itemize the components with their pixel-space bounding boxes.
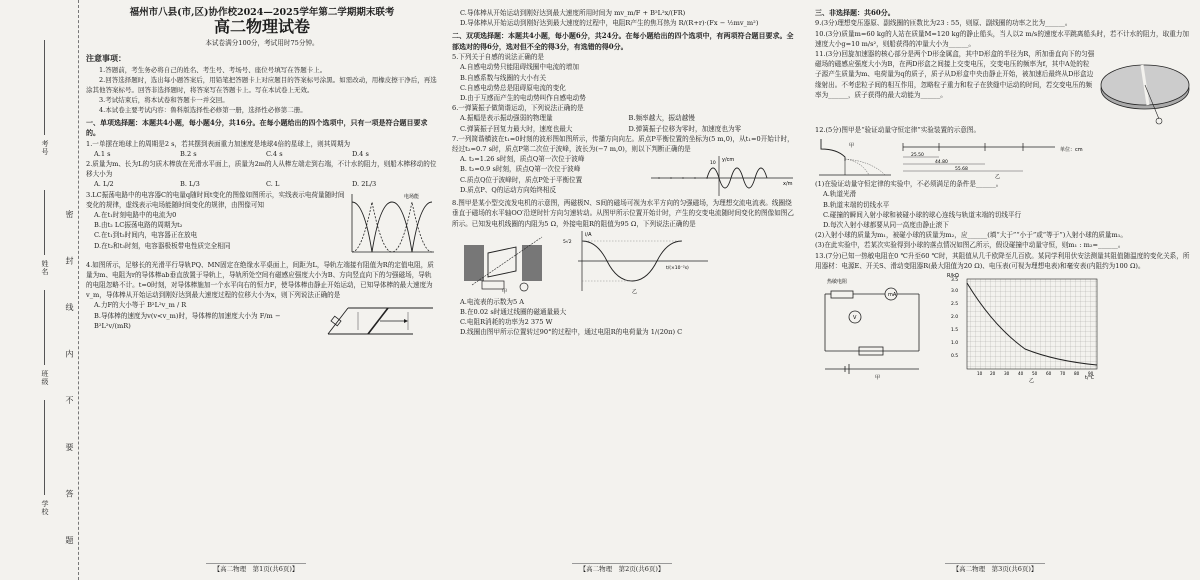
option-d: D.质点P、Q的运动方向始终相反 <box>460 185 557 194</box>
q13-ytick: 1.5 <box>951 328 959 334</box>
note-item: 1.答题前，考生务必将自己的姓名、考生号、考场号、座位号填写在答题卡上。 <box>99 65 327 74</box>
q13-label-yi: 乙 <box>1029 378 1035 384</box>
question-2: 2.质量为m、长为L的匀质木棒放在光滑水平面上，质量为2m的人从棒左端走到右端，不计水的阻力，则船木棒移动的位移大小为 <box>86 160 437 179</box>
q13-xtick: 60 <box>1046 371 1052 377</box>
q12-landing-ruler <box>895 135 1105 179</box>
option-b: B.轨道末端的切线水平 <box>823 200 890 209</box>
question-4-option-c: C.导体棒从开始运动到刚好达到最大速度所用时间为 mv_m/F + B²L²x/(FR) <box>460 9 686 17</box>
q13-resistance-graph <box>945 271 1105 383</box>
option-c: C.质点Q位于波峰时，质点P处于平衡位置 <box>460 175 583 184</box>
question-8: 8.图甲是某小型交流发电机的示意图，两磁极N、S间的磁场可视为水平方向的匀强磁场，为理想交流电流表。线圈绕垂直于磁场的水平轴OO′沿逆时针方向匀速转动。从图甲所示位置开始计时，产生的交变电流随时间变化的图像如图乙所示。已知发电机线圈的内阻为5 Ω，外接电阻R的阻值为95 Ω，下列说法正确的是 <box>452 199 794 228</box>
svg-text:V: V <box>853 315 857 322</box>
q13-xtick: 40 <box>1018 371 1024 377</box>
q13-ytick: 2.0 <box>951 315 959 321</box>
q13-xtick: 30 <box>1004 371 1010 377</box>
q13-ytick: 2.5 <box>951 302 959 308</box>
q12-apparatus-diagram <box>815 135 895 179</box>
q12-label-jia: 甲 <box>849 143 855 150</box>
q12-dist-3: 55.68 <box>955 167 968 173</box>
q7-ylabel: y/cm <box>722 157 735 164</box>
option-a: A.轨道光滑 <box>823 190 857 199</box>
q8-current-graph <box>562 229 712 295</box>
q13-xlabel: t/℃ <box>1085 375 1095 382</box>
column-page-2 <box>452 0 797 580</box>
option-b: B. L/3 <box>180 180 200 189</box>
question-13-figures <box>815 271 1195 383</box>
q13-xtick: 20 <box>990 371 996 377</box>
q8-xlabel: t/(×10⁻²s) <box>666 265 689 271</box>
section-2-heading: 二、双项选择题：本题共4小题，每小题6分，共24分。在每小题给出的四个选项中，有两项符合题目要求。全部选对的得6分，选对但不全的得3分，有选错的得0分。 <box>452 31 794 51</box>
question-3-block <box>86 190 438 260</box>
question-4-option-d: D.导体棒从开始运动到刚好达到最大速度的过程中，电阻R产生的焦耳热为 R/(R+r)·(Fx − ½mv_m²) <box>460 19 759 28</box>
question-4: 4.如图所示，足够长的光滑平行导轨PQ、MN固定在绝缘水平桌面上，间距为L，导轨左端接有阻值为R的定值电阻，质量为m、电阻为r的导体棒ab垂直放置于导轨上，导轨所处空间有磁感应强度大小为B、方向竖直向下的匀强磁场，导轨的电阻忽略不计。t=0时刻，对导体棒施加一个水平向右的恒力F，使导体棒由静止开始运动，已知导体棒的最大速度为v_m，导体棒从开始运动到刚好达到最大速度过程的位移大小为x，则下列说法正确的是 <box>86 260 434 300</box>
column-page-1 <box>86 0 438 580</box>
q8-label-jia: 甲 <box>502 288 508 295</box>
option-b: B.2 s <box>180 149 197 158</box>
question-1-options <box>86 149 438 159</box>
label-exam-number: 考号 <box>41 140 49 156</box>
fill-line <box>44 40 45 135</box>
option-c: C.4 s <box>266 149 283 158</box>
option-b: B.在0.02 s时通过线圈的磁通量最大 <box>460 308 567 317</box>
q8-generator-diagram <box>452 229 562 295</box>
option-a: A.电流表的示数为5 A <box>460 297 525 306</box>
q7-wave-graph <box>647 154 797 198</box>
option-b: B.自感系数与线圈的大小有关 <box>460 73 547 82</box>
label-school: 学校 <box>41 500 49 516</box>
question-6-options-row1 <box>452 113 797 123</box>
option-c: C.自感电动势总是阻碍原电流的变化 <box>460 83 566 92</box>
option-d: D.由于互感而产生的电动势叫作自感电动势 <box>460 94 586 103</box>
section-3-heading: 三、非选择题：共60分。 <box>815 8 895 17</box>
q13-ytick: 0.5 <box>951 354 959 360</box>
option-a: A.振幅是表示振动强弱的物理量 <box>460 114 553 123</box>
question-2-options <box>86 179 438 189</box>
note-item: 2.回答选择题时，选出每小题答案后，用铅笔把答题卡上对应题目的答案标号涂黑。如需改动，用橡皮擦干净后，再选涂其他答案标号。回答非选择题时，将答案写在答题卡上。写在本试卷上无效。 <box>86 75 437 94</box>
q12-unit: 单位：cm <box>1060 147 1083 154</box>
option-d: D.4 s <box>352 149 369 158</box>
question-11: 11.(3分)回旋加速器的核心部分是两个D形金属盒，其中D形盒的半径为R，所加垂直向下的匀强磁场的磁感应强度大小为B，在两D形盒之间接上交变电压，交变电压的频率为f，其中A处的粒子源产生质量为m、电荷量为q的质子，质子从D形盒中央由静止开始，被加速后最终从D形盒边缘射出。不考虑粒子间的相互作用，忽略粒子重力和粒子在狭缝中运动的时间，若交变电压的频率为______，质子获得的最大动能为______。 <box>815 50 1095 99</box>
q13-ylabel: R/kΩ <box>947 273 959 280</box>
option-c: C.电阻R消耗的功率为2 375 W <box>460 318 553 327</box>
question-12-figures <box>815 135 1195 179</box>
q13-xtick: 70 <box>1060 371 1066 377</box>
q12-label-yi: 乙 <box>995 174 1001 180</box>
question-7: 7.一列简谐横波在t₁=0时刻的波形图如图所示，传播方向向左。质点P平衡位置的坐标为(5 m,0)，从t₁=0开始计时，经过t₂=0.7 s时，质点P第二次位于波峰，波长为(−7 m,0)，则以下判断正确的是 <box>452 134 794 154</box>
question-11-block <box>815 49 1195 125</box>
option-c: C.在t₁到t₂时间内，电容器正在放电 <box>94 231 198 240</box>
option-d: D.弹簧振子位移为零时，加速度也为零 <box>628 124 742 133</box>
page-footer: 【高二物理 第1页(共6页)】 <box>206 563 306 574</box>
question-12-part-1: (1)在验证动量守恒定律的实验中，不必须满足的条件是______。 <box>815 180 1003 189</box>
fill-line <box>44 400 45 495</box>
q13-circuit-label: 热敏电阻 <box>827 279 848 286</box>
q13-ytick: 3.0 <box>951 289 959 295</box>
q13-ytick: 1.0 <box>951 341 959 347</box>
option-a: A.力F的大小等于 B²L²v_m / R <box>94 301 187 310</box>
q13-xtick: 10 <box>977 371 983 377</box>
q13-circuit-diagram <box>815 271 945 381</box>
option-d: D.在t₂和t₃时刻，电容器极板带电性质完全相同 <box>94 241 231 250</box>
option-a: A.1 s <box>94 149 111 158</box>
q13-xtick: 90 <box>1088 371 1094 377</box>
q13-ytick: 3.5 <box>951 278 959 284</box>
binding-strip <box>0 0 79 580</box>
q4-rail-diagram <box>318 300 438 342</box>
notes-heading: 注意事项： <box>86 52 126 63</box>
q8-amp: 5√2 <box>563 239 572 245</box>
question-12-part-2: (2)入射小球的质量为m₁，被碰小球的质量为m₂，应______(填“大于”“小于”或“等于”)入射小球的质量m₁。 <box>815 231 1127 240</box>
label-name: 姓名 <box>41 260 49 276</box>
q11-cyclotron-diagram <box>1095 49 1195 125</box>
section-1-heading: 一、单项选择题：本题共4小题，每小题4分，共16分。在每小题给出的四个选项中，只有一项是符合题目要求的。 <box>86 117 428 138</box>
q12-dist-2: 44.80 <box>935 160 948 166</box>
question-1: 1.一单摆在地球上的周期是2 s，若其摆到表面重力加速度是地球4倍的星球上，则其周期为 <box>86 139 351 148</box>
svg-text:mA: mA <box>888 292 897 299</box>
seal-line-text: 密 封 线 内 不 要 答 题 <box>65 210 74 562</box>
label-class: 班级 <box>41 370 49 386</box>
option-b: B.频率越大，振动越慢 <box>628 114 695 123</box>
q7-xlabel: x/m <box>783 181 793 188</box>
q12-dist-1: 25.50 <box>911 153 924 159</box>
note-item: 4.本试卷主要考试内容：鲁科版选择性必修第一册，选择性必修第二册。 <box>99 105 307 114</box>
option-c: C. L <box>266 180 280 189</box>
option-b: B.由t₂ LC振荡电路的周期为t₂ <box>94 221 183 230</box>
option-c: C.碰撞的瞬间入射小球和被碰小球的球心连线与轨道末端的切线平行 <box>823 210 1022 219</box>
option-a: A.自感电动势只能阻碍线圈中电流的增加 <box>460 63 579 72</box>
q8-label-yi: 乙 <box>632 288 638 295</box>
note-item: 3.考试结束后，将本试卷和答题卡一并交回。 <box>99 95 229 104</box>
q3-graph-label: 电场能 <box>404 193 420 200</box>
option-b: B.导体棒的速度为v(v<v_m)时，导体棒的加速度大小为 F/m − B²L²v/(mR) <box>94 311 281 330</box>
question-4-block <box>86 300 438 342</box>
option-a: A. L/2 <box>94 180 114 189</box>
fill-line <box>44 190 45 255</box>
q7-amp: 10 <box>710 161 716 167</box>
fill-line <box>44 290 45 365</box>
q13-label-jia: 甲 <box>875 375 881 382</box>
question-6-options-row2 <box>452 124 797 134</box>
option-b: B. t₂=0.9 s时刻，质点Q第一次位于波峰 <box>460 165 581 174</box>
question-5: 5.下列关于自感的说法正确的是 <box>452 53 545 62</box>
option-d: D.线圈由图甲所示位置转过90°的过程中，通过电阻R的电荷量为 1/(20π) C <box>460 328 683 337</box>
question-10: 10.(3分)质量m=60 kg的人站在质量M=120 kg的静止船头，当人以2 m/s的速度水平跳离船头时，若不计水的阻力，取重力加速度大小g=10 m/s²，则船获得的冲量大小为______。 <box>815 29 1189 48</box>
q13-xtick: 50 <box>1032 371 1038 377</box>
column-page-3 <box>815 0 1195 580</box>
question-6: 6.一弹簧振子做简谐运动，下列说法正确的是 <box>452 104 584 113</box>
q3-lc-graph <box>346 190 438 260</box>
question-12-part-3: (3)在此实验中，若某次实验得到小球的落点情况如图乙所示，假设碰撞中动量守恒，则m₁ : m₂=______。 <box>815 241 1125 250</box>
question-9: 9.(3分)理想变压器原、副线圈的匝数比为23 : 55，则原、副线圈的功率之比为______。 <box>815 19 1072 28</box>
exam-info: 本试卷满分100分，考试用时75分钟。 <box>205 39 319 48</box>
exam-subject: 高二物理试卷 <box>213 17 310 37</box>
q13-xtick: 80 <box>1074 371 1080 377</box>
option-a: A. t₂=1.26 s时刻，质点Q第一次位于波峰 <box>460 155 585 164</box>
exam-title: 福州市八县(市,区)协作校2024—2025学年第二学期期末联考 <box>129 7 395 18</box>
question-7-block <box>452 154 797 198</box>
option-d: D. 2L/3 <box>352 180 377 189</box>
question-13: 13.(7分)已知一热敏电阻在0 ℃升至60 ℃时，其阻值从几千欧降至几百欧。某同学利用伏安法测量其阻值随温度的变化关系，所用器材：电源E、开关S、滑动变阻器R(最大阻值为20 Ω)、电压表(可视为理想电表)和毫安表(内阻约为100 Ω)。 <box>815 251 1190 270</box>
question-12: 12.(5分)图甲是“验证动量守恒定律”实验装置的示意图。 <box>815 126 981 135</box>
option-d: D.每次入射小球都要从同一高度由静止滚下 <box>823 221 949 230</box>
option-a: A.在t₁时刻电路中的电流为0 <box>94 211 177 220</box>
page-footer: 【高二物理 第2页(共6页)】 <box>572 563 672 574</box>
question-3: 3.LC振荡电路中的电容器C的电量q随时间t变化的图像如图所示，实线表示电荷量随时间变化的规律，虚线表示电场能随时间变化的规律，由图像可知 <box>86 190 345 209</box>
q8-ylabel: i/A <box>585 231 592 238</box>
page-footer: 【高二物理 第3页(共6页)】 <box>945 563 1045 574</box>
question-8-figures <box>452 229 797 297</box>
option-c: C.弹簧振子回复力最大时，速度也最大 <box>460 124 573 133</box>
